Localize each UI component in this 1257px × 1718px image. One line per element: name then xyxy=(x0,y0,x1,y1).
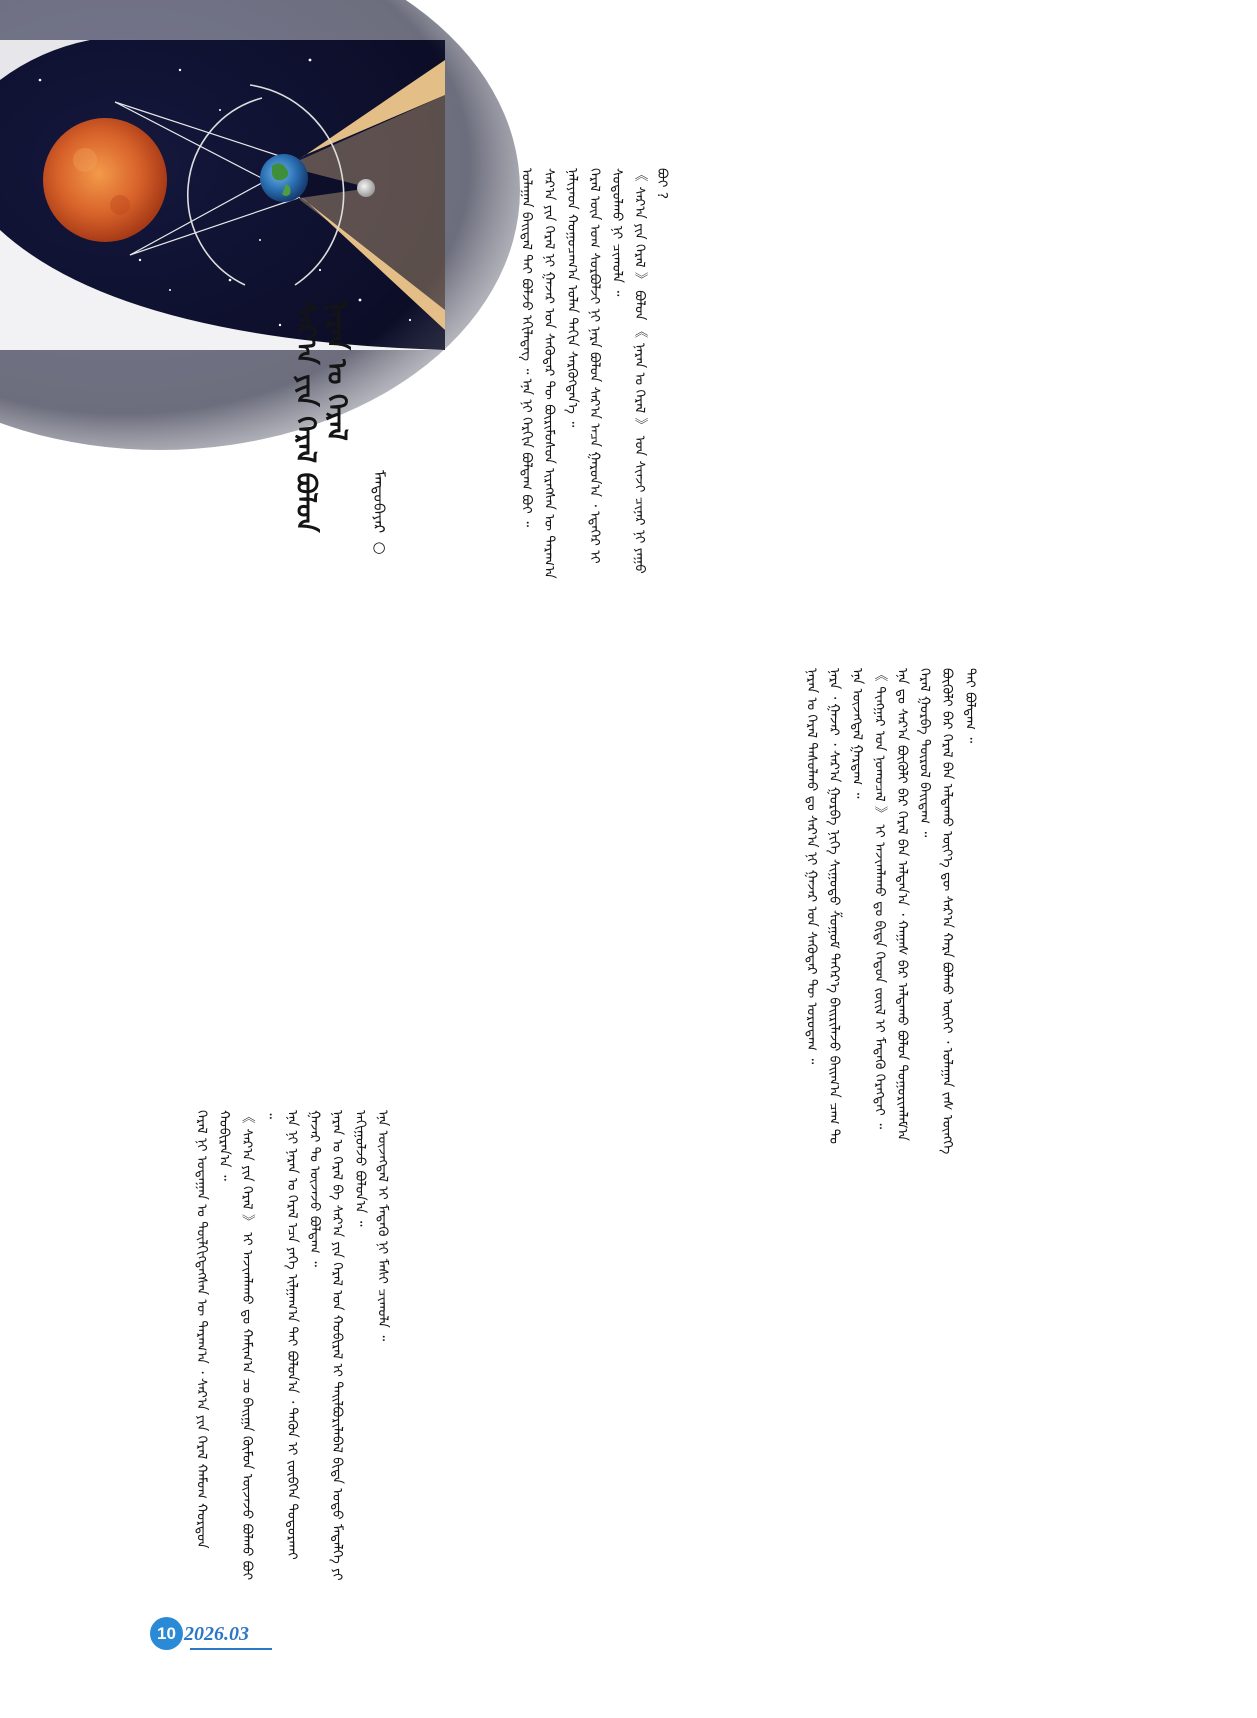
page-number: 10 xyxy=(150,1617,183,1650)
moon xyxy=(357,179,375,197)
text-block-lower: ᠭᠡᠷᠡᠯ ᠨᠢ ᠤᠳᠠᠭᠠᠨ ᠤ ᠲᠦᠯᠬᠢᠭᠳᠡᠭᠰᠡᠨ ᠦ ᠳᠠᠷᠠᠭ᠎ᠠ ᠂ ᠰᠠᠷ᠎ᠠ ᠶᠢᠨ ᠭᠡᠷᠡᠯ ᠬᠠᠮᠤᠭ ᠬᠤᠷᠳᠤᠨ ᠬᠤᠪᠢᠷᠠᠨ᠎ᠠ ᠃ 《 ᠰᠠᠷ᠎ᠠ ᠶᠢᠨ ᠭᠡᠷᠡᠯ 》 ᠢ ᠠᠵᠢᠭᠯᠠᠬᠤ ᠳᠤ ᠬᠠᠮᠢᠭ᠎ᠠ ᠴᠤ ᠪᠠᠢᠭᠠ ᠬᠦᠮᠦᠨ ᠦᠵᠡᠵᠦ ᠪᠣᠯᠬᠤ ᠪᠣᠢ ᠃ ᠡᠨᠡ ᠨᠢ ᠨᠠᠷᠠᠨ ᠤ ᠭᠡᠷᠡᠯ ᠡᠴᠡ ᠶᠡᠬᠡ ᠢᠯᠭᠠᠭ᠎ᠠ ᠲᠠᠢ ᠪᠣᠯᠤᠨ᠎ᠠ ᠂ ᠲᠡᠭᠦᠨ ᠢ ᠵᠥᠪᠬᠡᠨ ᠲᠣᠳᠣᠷᠬᠠᠢ ᠭᠠᠵᠠᠷ ᠲᠤ ᠦᠵᠡᠵᠦ ᠪᠣᠯᠳᠠᠭ ᠃ ᠨᠠᠷᠠᠨ ᠤ ᠭᠡᠷᠡᠯ ᠪᠠ ᠰᠠᠷ᠎ᠠ ᠶᠢᠨ ᠭᠡᠷᠡᠯ ᠤᠨ ᠬᠤᠪᠢᠷᠠᠯ ᠢ ᠲᠠᠢᠯᠪᠤᠷᠢᠯᠠᠪᠠᠯ ᠪᠢᠳᠡ ᠣᠳᠤ ᠮᠡᠳᠡᠯᠭᠡ ᠶᠢ ᠠᠬᠢᠭᠤᠯᠵᠤ ᠪᠣᠯᠤᠨ᠎ᠠ ᠃ ᠡᠨᠡ ᠦᠵᠡᠭᠳᠡᠯ ᠢ ᠮᠡᠳᠡᠬᠦ ᠨᠢ ᠮᠠᠰᠢ ᠴᠢᠬᠤᠯᠠ ᠃ xyxy=(193,1110,391,1581)
eclipse-diagram xyxy=(0,40,445,350)
issue-underline xyxy=(190,1648,272,1650)
article-author: ᠮᠡᠨᠳᠦᠪᠠᠶᠠᠷ ○ xyxy=(370,470,388,556)
sun xyxy=(43,118,167,242)
eclipse-illustration xyxy=(0,40,445,350)
issue-label: 2026.03 xyxy=(184,1623,249,1645)
text-block-middle: ᠨᠠᠷᠠᠨ ᠤ ᠭᠡᠷᠡᠯ ᠲᠠᠰᠤᠯᠬᠤ ᠳᠤ ᠰᠠᠷ᠎ᠠ ᠨᠢ ᠭᠠᠵᠠᠷ ᠤᠨ ᠰᠡᠬᠦᠳᠡᠷ ᠲᠦ ᠣᠷᠤᠳᠠᠭ ᠃ ᠨᠠᠷᠠ ᠂ ᠭᠠᠵᠠᠷ ᠂ ᠰᠠᠷ᠎ᠠ ᠭᠤᠷᠪᠠ ᠨᠢᠭᠡ ᠰᠢᠭᠤᠳᠤ ᠱᠤᠭᠤᠮ ᠳᠡᠭᠡᠷ᠎ᠡ ᠪᠠᠢᠷᠢᠯᠠᠵᠤ ᠪᠠᠢᠭ᠎ᠠ ᠴᠠᠭ ᠲᠤ ᠡᠨᠡ ᠦᠵᠡᠭᠳᠡᠯ ᠭᠠᠷᠳᠠᠭ ᠃ 《 ᠲᠢᠩᠭᠠᠷ ᠤᠨ ᠨᠤᠬᠤᠴᠠᠯ 》 ᠢ ᠠᠵᠢᠭᠯᠠᠬᠤ ᠳᠤ ᠪᠢᠳᠡ ᠬᠡᠳᠦᠨ ᠵᠦᠢᠯ ᠢ ᠮᠡᠳᠡᠬᠦ ᠬᠡᠷᠡᠭᠲᠡᠢ ᠃ ᠡᠨᠡ ᠳᠤ ᠰᠠᠷ᠎ᠠ ᠪᠦᠬᠦᠯᠢ ᠪᠠᠷ ᠭᠡᠷᠡᠯ ᠪᠠᠨ ᠠᠯᠳᠠᠨ᠎ᠠ ᠂ ᠬᠠᠭᠠᠰ ᠪᠠᠷ ᠠᠯᠳᠠᠬᠤ ᠪᠣᠯᠤᠨ ᠲᠣᠭᠣᠷᠢᠭᠯᠠᠮ᠎ᠠ ᠭᠡᠷᠡᠯ ᠭᠤᠷᠪᠠ ᠲᠥᠷᠥᠯ ᠪᠠᠢᠳᠠᠭ ᠃ ᠪᠦᠬᠦᠯᠢ ᠪᠠᠷ ᠭᠡᠷᠡᠯ ᠪᠡᠨ ᠠᠯᠳᠠᠬᠤ ᠦᠶ᠎ᠡ ᠳᠦ ᠰᠠᠷ᠎ᠠ ᠬᠠᠷᠠ ᠪᠣᠯᠬᠤ ᠦᠭᠡᠢ ᠂ ᠤᠯᠠᠭᠠᠨ ᠵᠡᠰ ᠦᠩᠭᠡ ᠲᠠᠢ ᠪᠣᠯᠳᠠᠭ ᠃ xyxy=(803,668,978,1155)
article-title: ᠰᠠᠷ᠎ᠠ ᠶᠢᠨ ᠭᠡᠷᠡᠯ ᠪᠤᠯᠤᠨ ᠨᠠᠷᠠᠨ ᠤ ᠭᠡᠷᠡᠯ xyxy=(290,300,352,542)
text-block-upper: ᠤᠯᠠᠭᠠᠨ ᠪᠠᠢᠳᠠᠯ ᠲᠠᠢ ᠪᠣᠯᠵᠤ ᠡᠬᠢᠯᠡᠳᠡᠭ ᠃ ᠡᠨᠡ ᠨᠢ ᠬᠡᠷᠬᠢᠨ ᠪᠣᠯᠳᠠᠭ ᠪᠣᠢ ᠃ ᠰᠠᠷ᠎ᠠ ᠶᠢᠨ ᠭᠡᠷᠡᠯ ᠨᠢ ᠭᠠᠵᠠᠷ ᠤᠨ ᠰᠡᠬᠦᠳᠡᠷ ᠲᠦ ᠪᠦᠷᠢᠮᠦᠰᠦᠨ ᠢᠷᠡᠭᠰᠡᠨ ᠦ ᠳᠠᠷᠠᠭ᠎ᠠ ᠨᠡᠯᠢᠶᠡᠳ ᠬᠤᠭᠤᠴᠠᠭ᠎ᠠ ᠣᠯᠠᠨ ᠳᠠᠬᠢᠨ ᠰᠡᠷᠭᠦᠭᠳᠡᠨ᠎ᠡ ᠃ ᠭᠡᠷᠡᠯ ᠦᠨ ᠤᠭ ᠰᠤᠷᠪᠤᠯᠵᠢ ᠨᠢ ᠨᠠᠷᠠ ᠪᠣᠯᠤᠨ ᠰᠠᠷ᠎ᠠ ᠠᠴᠠ ᠭᠠᠷᠤᠨ᠎ᠠ ᠂ ᠡᠳᠡᠭᠡᠷ ᠢ ᠰᠤᠳᠤᠯᠬᠤ ᠨᠢ ᠴᠢᠬᠤᠯᠠ ᠃ 《 ᠰᠠᠷ᠎ᠠ ᠶᠢᠨ ᠭᠡᠷᠡᠯ 》 ᠪᠣᠯᠤᠨ 《 ᠨᠠᠷᠠᠨ ᠤ ᠭᠡᠷᠡᠯ 》 ᠤᠨ ᠰᠢᠨᠵᠢ ᠴᠢᠨᠠᠷ ᠨᠢ ᠶᠠᠭᠤ ᠪᠤᠢ ? xyxy=(518,168,671,579)
